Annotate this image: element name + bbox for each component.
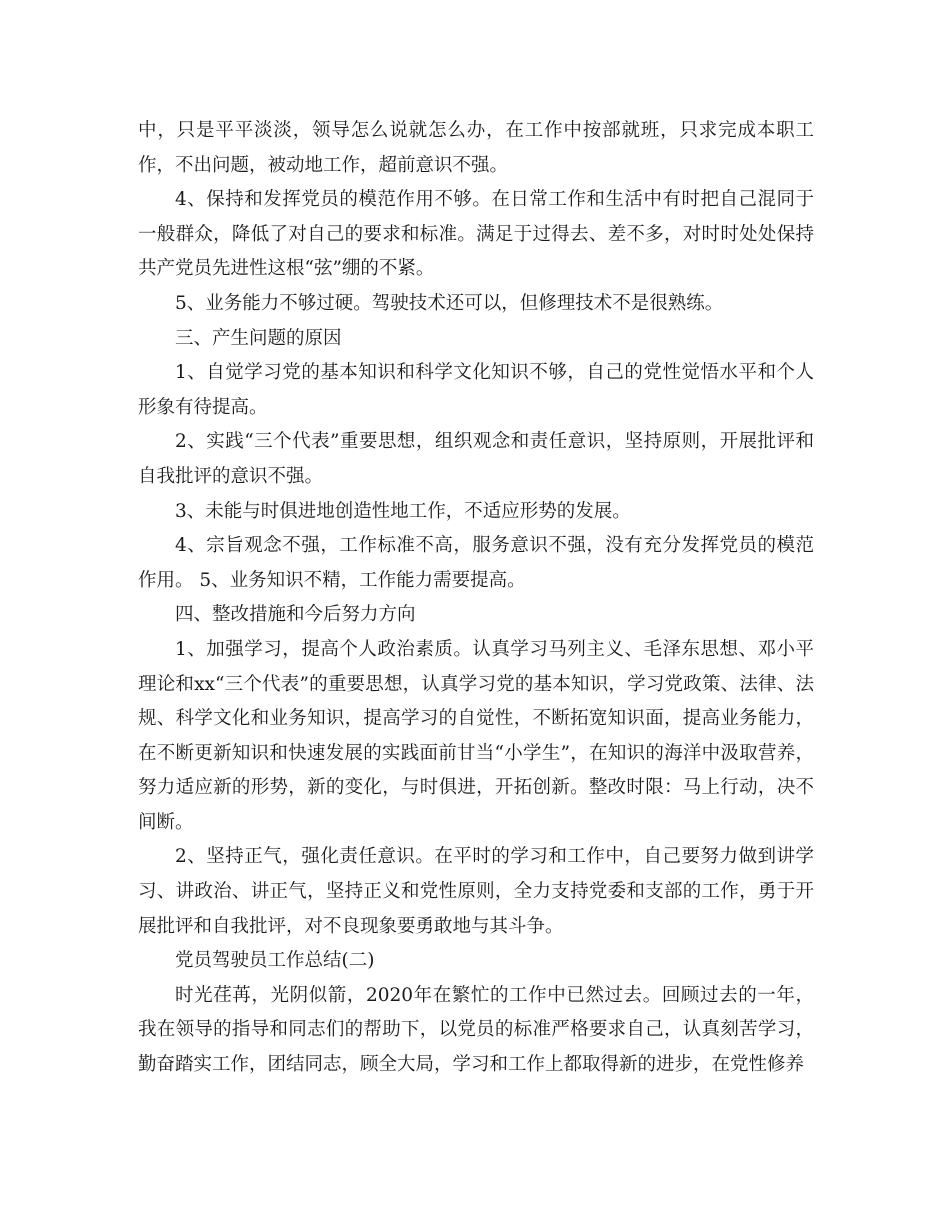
paragraph-continuation: 中，只是平平淡淡，领导怎么说就怎么办，在工作中按部就班，只求完成本职工作，不出问题，被动地工作，超前意识不强。	[138, 120, 814, 176]
section-heading-causes: 三、产生问题的原因	[175, 327, 342, 349]
paragraph-cause-3: 3、未能与时俱进地创造性地工作，不适应形势的发展。	[175, 500, 631, 522]
document-body	[138, 114, 814, 1083]
paragraph-measure-1: 1、加强学习，提高个人政治素质。认真学习马列主义、毛泽东思想、邓小平理论和xx“三个代表”的重要思想，认真学习党的基本知识，学习党政策、法律、法规、科学文化和业务知识，提高学习的自觉性，不断拓宽知识面，提高业务能力，在不断更新知识和快速发展的实践面前甘当“小学生”，在知识的海洋中汲取营养，努力适应新的形势，新的变化，与时俱进，开拓创新。整改时限：马上行动，决不间断。	[138, 638, 814, 833]
section-heading-measures: 四、整改措施和今后努力方向	[175, 604, 416, 626]
paragraph-issue-4: 4、保持和发挥党员的模范作用不够。在日常工作和生活中有时把自己混同于一般群众，降低了对自己的要求和标准。满足于过得去、差不多，对时时处处保持共产党员先进性这根“弦”绷的不紧。	[138, 189, 814, 280]
paragraph-issue-5: 5、业务能力不够过硬。驾驶技术还可以，但修理技术不是很熟练。	[175, 292, 724, 314]
section-heading-summary-two: 党员驾驶员工作总结(二)	[175, 950, 375, 972]
paragraph-cause-4-5: 4、宗旨观念不强，工作标准不高，服务意识不强，没有充分发挥党员的模范作用。 5、业务知识不精，工作能力需要提高。	[138, 535, 814, 591]
paragraph-cause-1: 1、自觉学习党的基本知识和科学文化知识不够，自己的党性觉悟水平和个人形象有待提高。	[138, 362, 814, 418]
paragraph-summary-intro: 时光荏苒，光阴似箭，2020年在繁忙的工作中已然过去。回顾过去的一年，我在领导的指导和同志们的帮助下，以党员的标准严格要求自己，认真刻苦学习，勤奋踏实工作，团结同志，顾全大局，学习和工作上都取得新的进步，在党性修养	[138, 984, 814, 1076]
paragraph-measure-2: 2、坚持正气，强化责任意识。在平时的学习和工作中，自己要努力做到讲学习、讲政治、讲正气，坚持正义和党性原则，全力支持党委和支部的工作，勇于开展批评和自我批评，对不良现象要勇敢地与其斗争。	[138, 846, 814, 937]
paragraph-cause-2: 2、实践“三个代表”重要思想，组织观念和责任意识，坚持原则，开展批评和自我批评的意识不强。	[138, 431, 814, 487]
